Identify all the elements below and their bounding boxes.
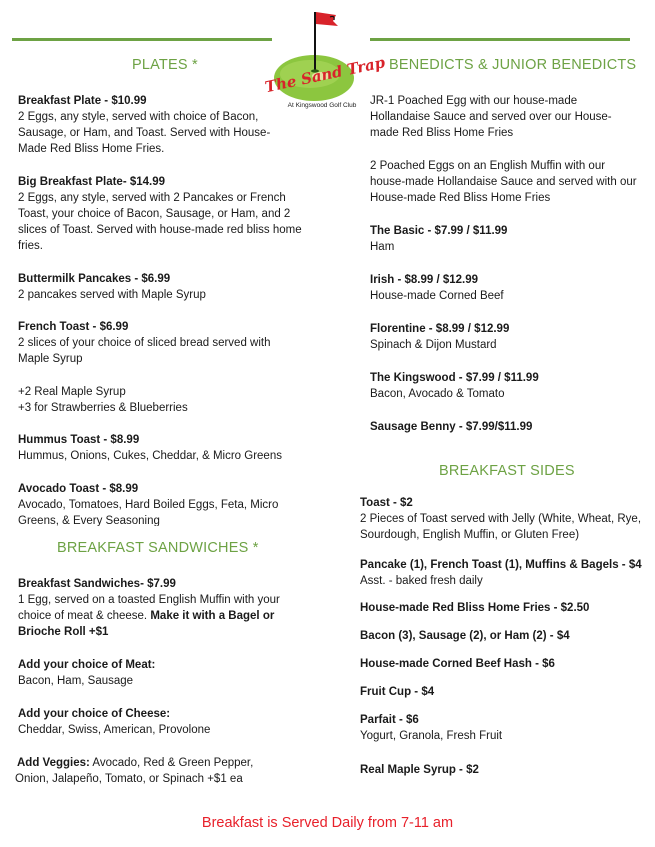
side-home-fries	[360, 600, 650, 616]
serving-hours-note: Breakfast is Served Daily from 7-11 am	[201, 815, 454, 831]
item-title: Hummus Toast - $8.99	[18, 434, 140, 446]
item-description: 2 Eggs, any style, served with 2 Pancakes or French Toast, your choice of Bacon, Sausage, or Ham, and 2 slices of Toast. Served with house-made red bliss home fries.	[18, 192, 302, 252]
item-title: Add your choice of Meat:	[18, 659, 156, 671]
item-title: Breakfast Plate - $10.99	[18, 95, 147, 107]
side-pancake-muffins-bagels	[360, 557, 650, 589]
item-title: House-made Corned Beef Hash - $6	[360, 658, 555, 670]
side-parfait	[360, 712, 650, 744]
benedict-junior-desc	[370, 93, 636, 141]
item-title: The Basic - $7.99 / $11.99	[370, 225, 508, 237]
addon-maple-syrup: +2 Real Maple Syrup	[18, 386, 126, 398]
item-description: 2 pancakes served with Maple Syrup	[18, 289, 206, 301]
item-description: Bacon, Ham, Sausage	[18, 675, 134, 687]
sandwich-veggie-options	[15, 755, 315, 787]
item-title: The Kingswood - $7.99 / $11.99	[370, 372, 539, 384]
item-description: Ham	[370, 241, 395, 253]
item-title: Add your choice of Cheese:	[18, 708, 171, 720]
menu-item-avocado-toast	[18, 481, 310, 526]
right-top-rule	[370, 38, 630, 41]
plates-heading: PLATES *	[132, 57, 198, 73]
benedict-the-basic	[370, 223, 636, 255]
benedict-the-kingswood	[370, 370, 636, 402]
veggies-title-line	[15, 755, 315, 771]
veggies-desc-line2: Onion, Jalapeño, Tomato, or Spinach +$1 ea	[15, 773, 243, 785]
item-title: Parfait - $6	[360, 714, 419, 726]
benedict-full-desc	[370, 158, 642, 206]
item-description: Bacon, Avocado & Tomato	[370, 388, 505, 400]
item-title: Avocado Toast - $8.99	[18, 483, 139, 495]
side-corned-beef-hash	[360, 656, 650, 672]
side-fruit-cup	[360, 684, 650, 700]
item-title: Buttermilk Pancakes - $6.99	[18, 273, 171, 285]
logo-name: The Sand Trap	[263, 53, 387, 97]
sandwich-upgrade-note: Make it with a Bagel or Brioche Roll +$1	[18, 610, 275, 638]
menu-item-big-breakfast-plate	[18, 174, 310, 254]
benedicts-heading: BENEDICTS & JUNIOR BENEDICTS	[389, 57, 637, 73]
item-title: Sausage Benny - $7.99/$11.99	[370, 421, 533, 433]
item-description: Yogurt, Granola, Fresh Fruit	[360, 730, 503, 742]
breakfast-sides-heading: BREAKFAST SIDES	[439, 463, 575, 479]
item-title: Pancake (1), French Toast (1), Muffins & Bagels - $4	[360, 559, 642, 571]
item-title: Breakfast Sandwiches- $7.99	[18, 578, 176, 590]
item-description: Spinach & Dijon Mustard	[370, 339, 497, 351]
item-description: Avocado, Tomatoes, Hard Boiled Eggs, Feta, Micro Greens, & Every Seasoning	[18, 499, 279, 526]
left-top-rule	[12, 38, 272, 41]
item-description	[18, 592, 280, 640]
side-toast	[360, 495, 642, 543]
sandwich-desc-text: 1 Egg, served on a toasted English Muffin with your choice of meat & cheese.	[18, 594, 280, 622]
item-description: 2 Eggs, any style, served with choice of Bacon, Sausage, or Ham, and Toast. Served with House-Made Red Bliss Home Fries.	[18, 111, 271, 155]
item-title: Real Maple Syrup - $2	[360, 764, 479, 776]
item-title: Add Veggies:	[17, 757, 90, 769]
item-description: 2 Poached Eggs on an English Muffin with our house-made Hollandaise Sauce and served with our House-made Red Bliss Home Fries	[370, 160, 637, 204]
benedict-irish	[370, 272, 636, 304]
item-description: House-made Corned Beef	[370, 290, 504, 302]
french-toast-addons	[18, 384, 310, 416]
side-bacon-sausage-ham	[360, 628, 650, 644]
menu-item-french-toast	[18, 319, 298, 367]
sandwich-meat-options	[18, 657, 298, 689]
menu-item-hummus-toast	[18, 432, 310, 464]
menu-item-breakfast-plate	[18, 93, 294, 157]
addon-berries: +3 for Strawberries & Blueberries	[18, 402, 188, 414]
sandwich-cheese-options	[18, 706, 298, 738]
item-description: Asst. - baked fresh daily	[360, 575, 483, 587]
item-description: JR-1 Poached Egg with our house-made Hollandaise Sauce and served over our House-made Red Bliss Home Fries	[370, 95, 612, 139]
side-real-maple-syrup	[360, 762, 650, 778]
item-description: 2 Pieces of Toast served with Jelly (White, Wheat, Rye, Sourdough, English Muffin, or Gluten Free)	[360, 513, 642, 541]
item-title: Bacon (3), Sausage (2), or Ham (2) - $4	[360, 630, 570, 642]
item-title: French Toast - $6.99	[18, 321, 129, 333]
menu-item-buttermilk-pancakes	[18, 271, 310, 303]
benedict-florentine	[370, 321, 636, 353]
benedict-sausage-benny	[370, 419, 636, 435]
item-description: 2 slices of your choice of sliced bread served with Maple Syrup	[18, 337, 271, 365]
logo-subtitle: At Kingswood Golf Club	[287, 102, 357, 109]
breakfast-sandwiches-heading: BREAKFAST SANDWICHES *	[57, 540, 259, 556]
menu-item-breakfast-sandwiches	[18, 576, 280, 640]
veggies-desc-line1: Avocado, Red & Green Pepper,	[92, 757, 254, 769]
item-title: Big Breakfast Plate- $14.99	[18, 176, 166, 188]
item-title: House-made Red Bliss Home Fries - $2.50	[360, 602, 590, 614]
item-title: Toast - $2	[360, 497, 413, 509]
item-title: Irish - $8.99 / $12.99	[370, 274, 479, 286]
item-title: Fruit Cup - $4	[360, 686, 435, 698]
item-title: Florentine - $8.99 / $12.99	[370, 323, 510, 335]
item-description: Hummus, Onions, Cukes, Cheddar, & Micro Greens	[18, 450, 282, 462]
item-description: Cheddar, Swiss, American, Provolone	[18, 724, 211, 736]
